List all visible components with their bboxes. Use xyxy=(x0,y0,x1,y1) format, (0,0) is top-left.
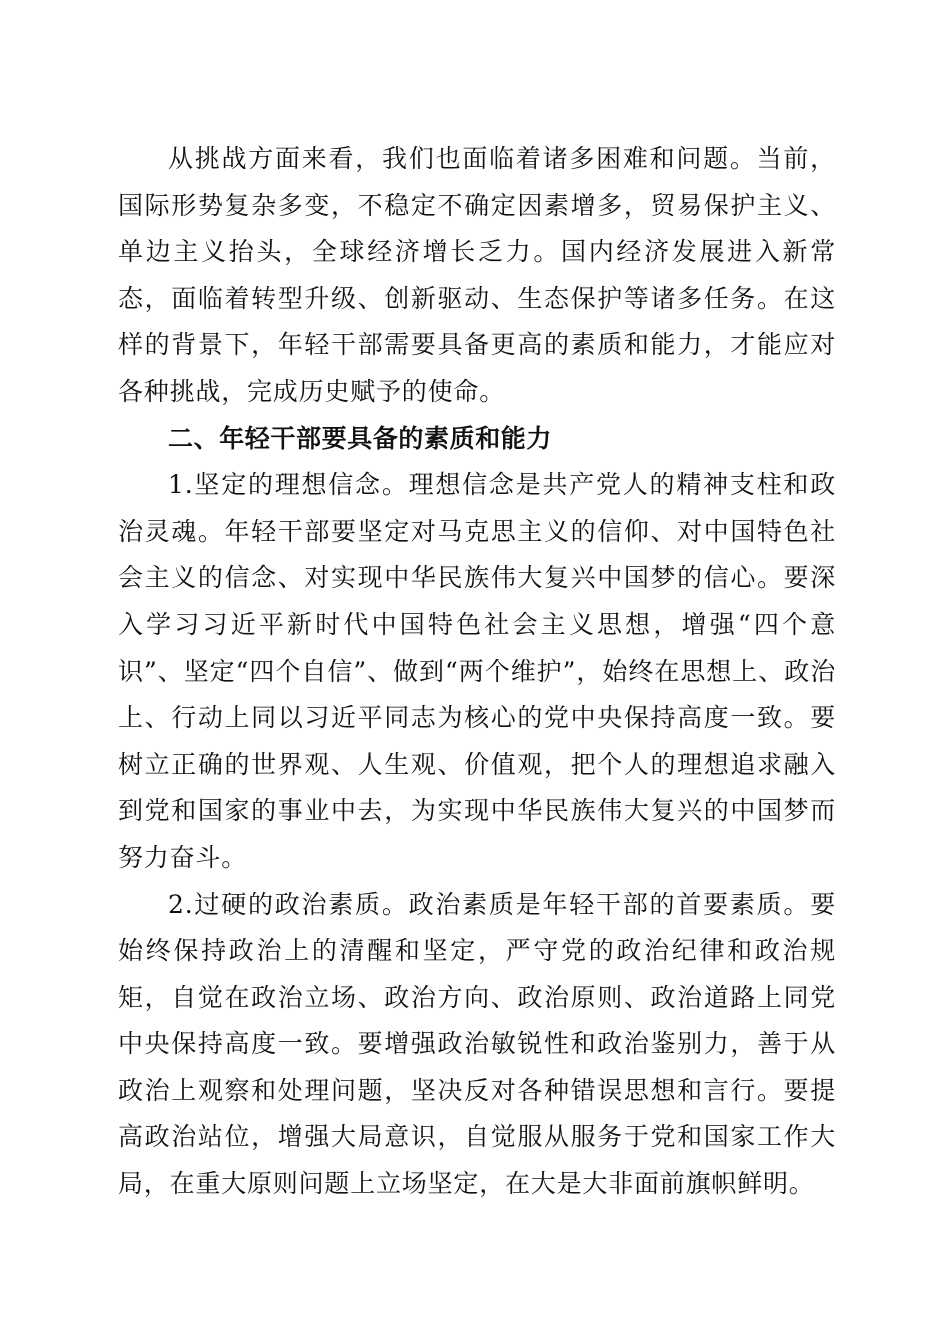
section-heading: 二、年轻干部要具备的素质和能力 xyxy=(168,423,553,453)
paragraph-political-quality: 2.过硬的政治素质。政治素质是年轻干部的首要素质。要始终保持政治上的清醒和坚定，严守党的政治纪律和政治规矩，自觉在政治立场、政治方向、政治原则、政治道路上同党中央保持高度一致。要增强政治敏锐性和政治鉴别力，善于从政治上观察和处理问题，坚决反对各种错误思想和言行。要提高政治站位，增强大局意识，自觉服从服务于党和国家工作大局，在重大原则问题上立场坚定，在大是大非面前旗帜鲜明。 xyxy=(118,889,836,1199)
document-body xyxy=(118,136,836,1208)
paragraph-ideals-beliefs: 1.坚定的理想信念。理想信念是共产党人的精神支柱和政治灵魂。年轻干部要坚定对马克思主义的信仰、对中国特色社会主义的信念、对实现中华民族伟大复兴中国梦的信心。要深入学习习近平新时代中国特色社会主义思想，增强“四个意识”、坚定“四个自信”、做到“两个维护”，始终在思想上、政治上、行动上同以习近平同志为核心的党中央保持高度一致。要树立正确的世界观、人生观、价值观，把个人的理想追求融入到党和国家的事业中去，为实现中华民族伟大复兴的中国梦而努力奋斗。 xyxy=(118,470,836,872)
paragraph-challenges: 从挑战方面来看，我们也面临着诸多困难和问题。当前，国际形势复杂多变，不稳定不确定因素增多，贸易保护主义、单边主义抬头，全球经济增长乏力。国内经济发展进入新常态，面临着转型升级、创新驱动、生态保护等诸多任务。在这样的背景下，年轻干部需要具备更高的素质和能力，才能应对各种挑战，完成历史赋予的使命。 xyxy=(118,144,836,406)
